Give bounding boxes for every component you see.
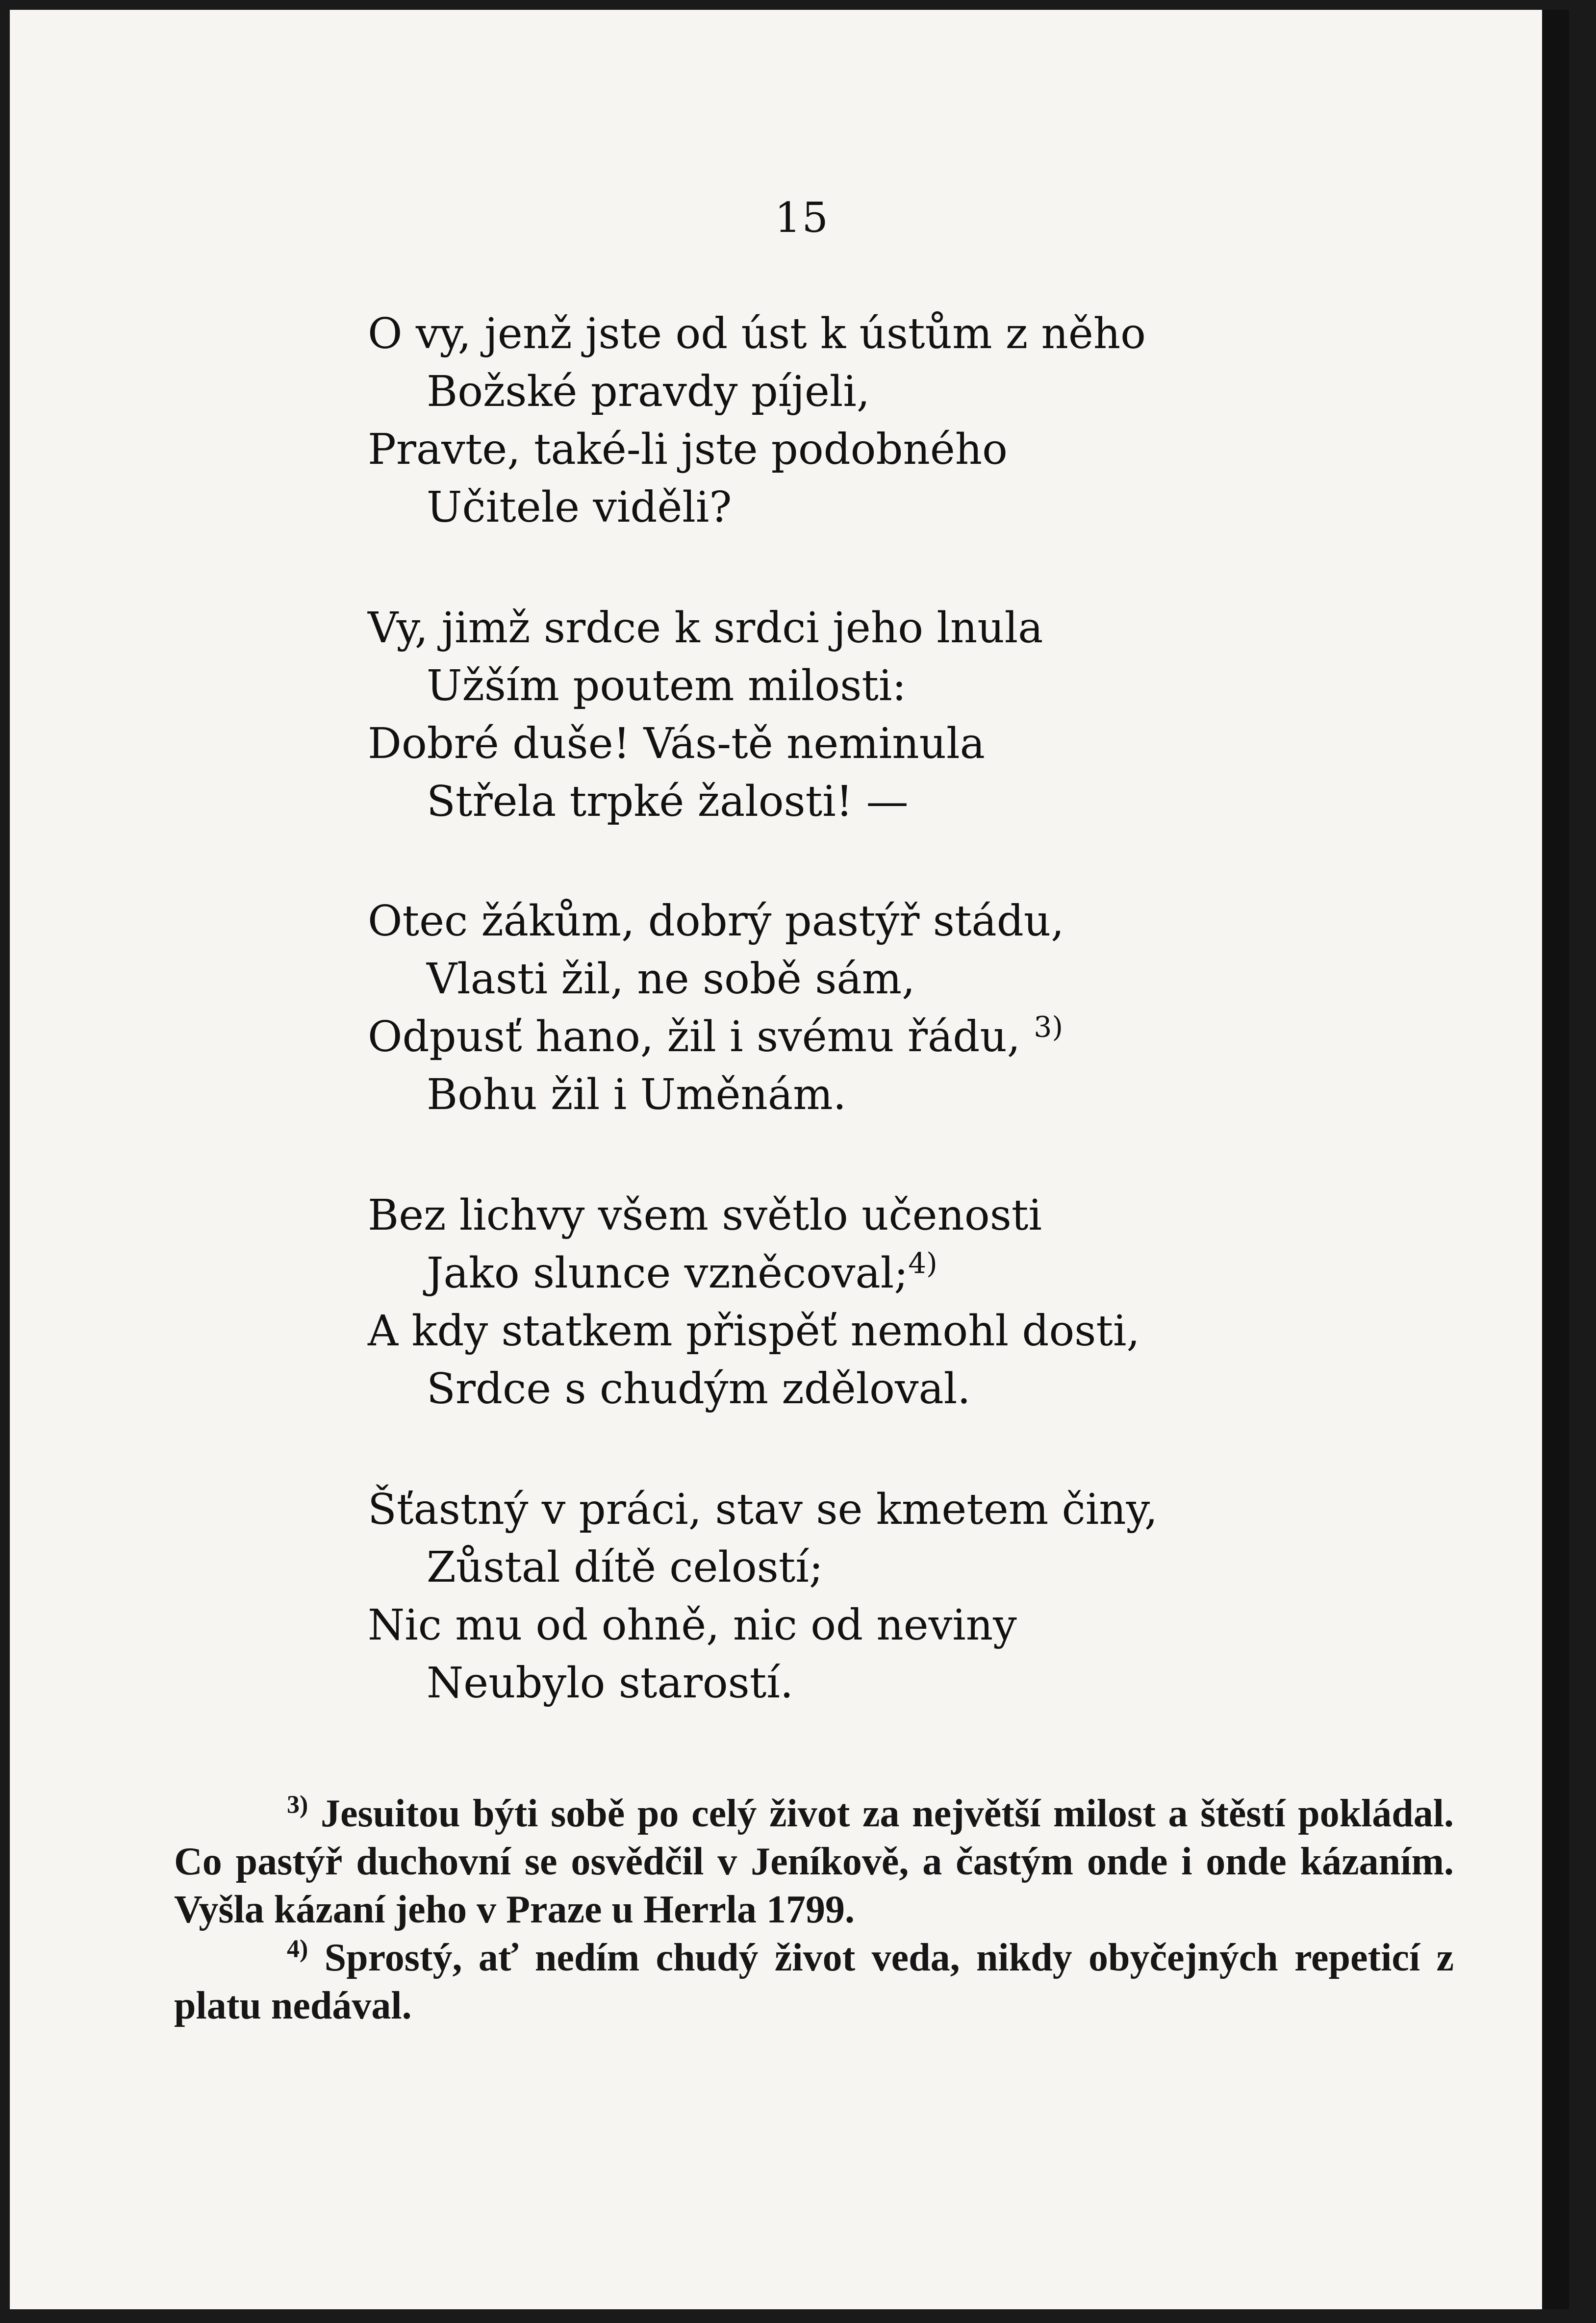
verse-line: Pravte, také-li jste podobného: [368, 425, 1008, 474]
verse-line: Bez lichvy všem světlo učenosti: [368, 1191, 1042, 1240]
verse-line: [368, 1244, 1348, 1302]
page-number: 15: [775, 194, 829, 242]
footnote-ref: 3): [1034, 1010, 1063, 1044]
verse-line: Střela trpké žalosti! —: [427, 777, 909, 826]
verse-line: A kdy statkem přispěť nemohl dosti,: [368, 1307, 1140, 1356]
verse-line: [368, 1008, 1348, 1066]
footnote-4: [174, 1934, 1454, 2030]
verse-line: Vy, jimž srdce k srdci jeho lnula: [368, 604, 1043, 653]
verse-line: Dobré duše! Vás-tě neminula: [368, 719, 985, 768]
verse-line: O vy, jenž jste od úst k ústům z něho: [368, 309, 1146, 358]
footnote-text: Sprostý, ať nedím chudý život veda, nikdy obyčejných repeticí z platu nedával.: [174, 1936, 1454, 2027]
verse-line-text: Odpusť hano, žil i svému řádu,: [368, 1012, 1021, 1061]
page-edge: [1542, 10, 1569, 2309]
verse-line: Bohu žil i Uměnám.: [427, 1070, 847, 1119]
verse-line-text: Jako slunce vzněcoval;: [427, 1249, 909, 1298]
verse-line: Vlasti žil, ne sobě sám,: [427, 955, 915, 1004]
stanza-3: [368, 892, 1348, 1124]
footnote-marker: 4): [287, 1935, 308, 1963]
verse-line: Šťastný v práci, stav se kmetem činy,: [368, 1485, 1158, 1534]
verse-line: Nic mu od ohně, nic od neviny: [368, 1601, 1017, 1650]
verse-line: Otec žákům, dobrý pastýř stádu,: [368, 897, 1064, 946]
footnote-ref: 4): [908, 1246, 937, 1280]
footnotes: [174, 1790, 1454, 2030]
stanza-4: [368, 1187, 1348, 1418]
verse-line: Srdce s chudým zděloval.: [427, 1364, 971, 1414]
verse-line: Neubylo starostí.: [427, 1659, 794, 1708]
book-page: [10, 10, 1569, 2309]
footnote-text: Jesuitou býti sobě po celý život za největší milost a štěstí pokládal. Co pastýř duchovní se osvědčil v Jeníkově, a častým onde i onde kázaním. Vyšla kázaní jeho v Praze u Herrla 1799.: [174, 1792, 1454, 1931]
verse-line: Zůstal dítě celostí;: [427, 1543, 823, 1592]
verse-line: Užším poutem milosti:: [427, 661, 907, 710]
stanza-2: [368, 599, 1348, 831]
footnote-3: [174, 1790, 1454, 1934]
verse-line: Učitele viděli?: [427, 483, 732, 532]
footnote-marker: 3): [287, 1791, 308, 1819]
stanza-1: [368, 305, 1348, 536]
verse-line: Božské pravdy píjeli,: [427, 367, 870, 416]
stanza-5: [368, 1481, 1348, 1712]
